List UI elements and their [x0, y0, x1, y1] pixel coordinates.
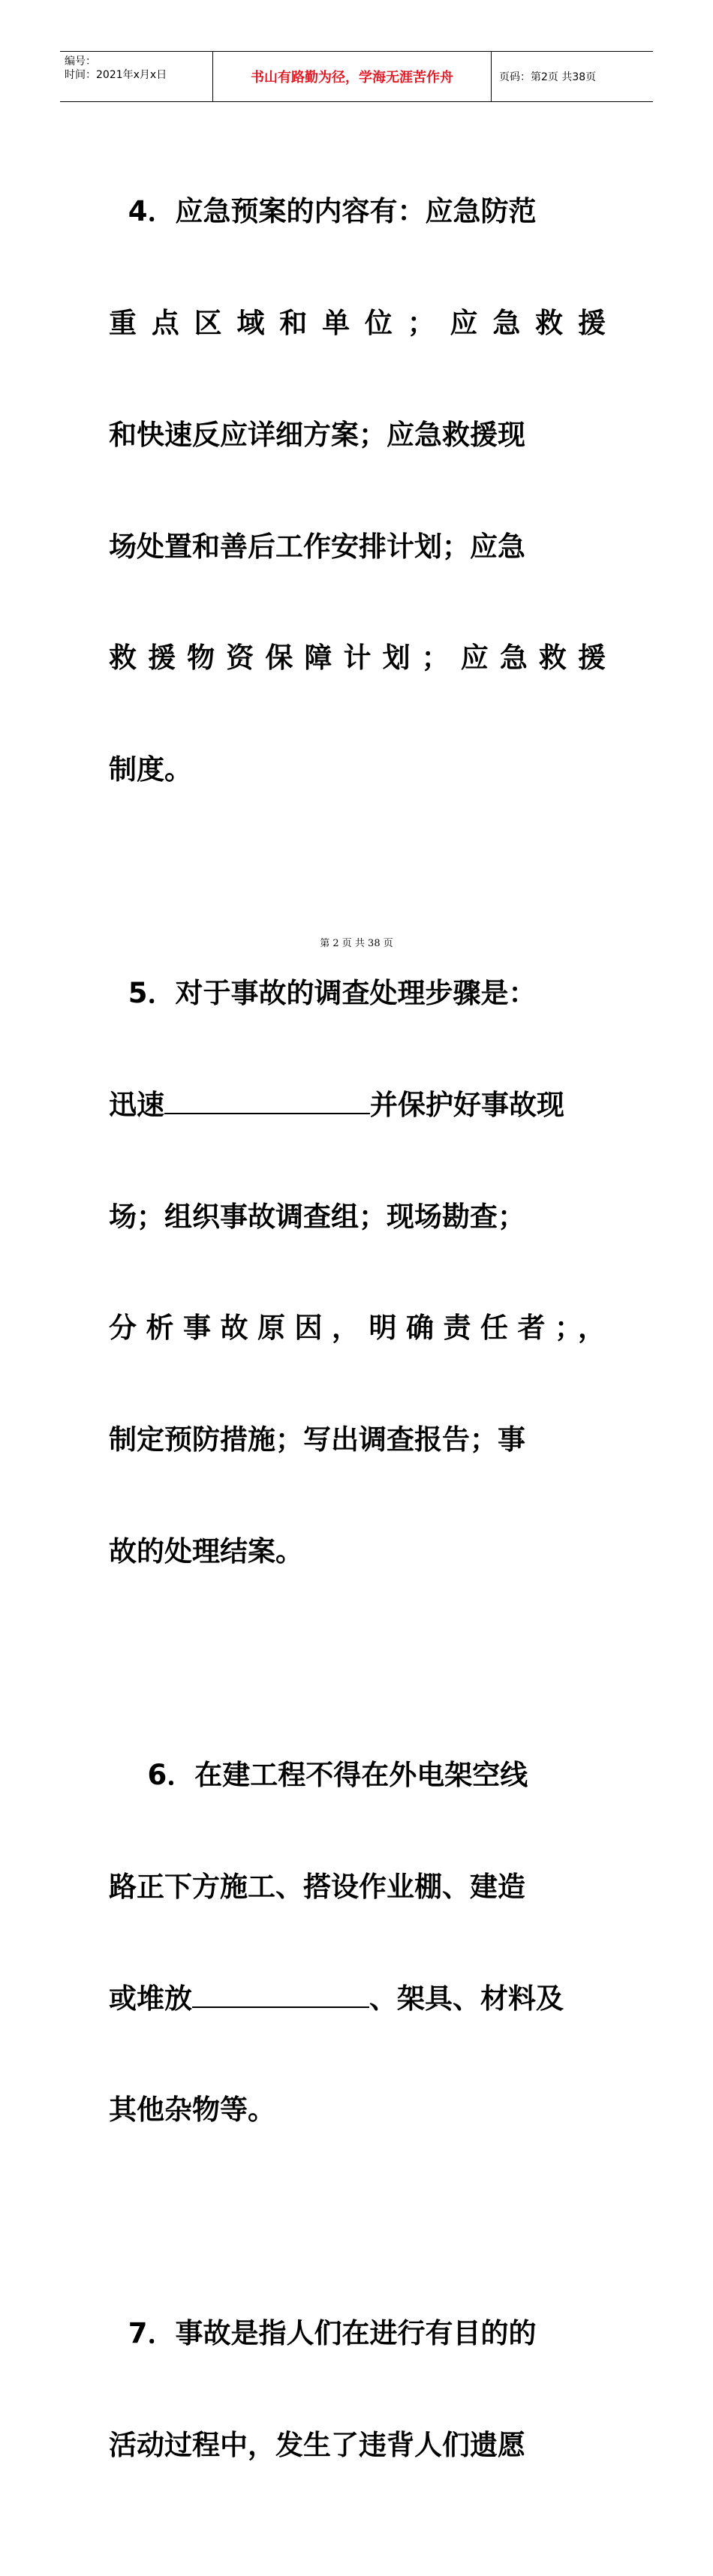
text-line-with-blank	[109, 1980, 606, 2018]
text-line: 其他杂物等。	[109, 2094, 275, 2127]
header-page-info: 页码：第2页 共38页	[499, 71, 597, 83]
fill-in-blank	[164, 1087, 370, 1114]
page-footer: 第 2 页 共 38 页	[320, 938, 393, 949]
paragraph-4	[109, 119, 606, 863]
text-line: 分析事故原因，明确责任者；，	[109, 1312, 606, 1345]
text-line: 场；组织事故调查组；现场勘查；	[109, 1200, 525, 1233]
text-line: 和快速反应详细方案；应急救援现	[109, 418, 525, 451]
text-line: 路正下方施工、搭设作业棚、建造	[109, 1870, 525, 1903]
paragraph-5	[109, 900, 606, 1645]
text-line: 7．事故是指人们在进行有目的的	[109, 2317, 537, 2350]
text-segment: 并保护好事故现	[370, 1088, 564, 1121]
text-line-with-blank	[109, 1087, 606, 1124]
text-line: 6．在建工程不得在外电架空线	[109, 1758, 528, 1791]
text-line: 救援物资保障计划；应急救援	[109, 642, 606, 675]
text-line: 制度。	[109, 753, 192, 786]
paragraph-6	[109, 1682, 606, 2203]
fill-in-blank	[192, 1981, 369, 2008]
text-line: 制定预防措施；写出调查报告；事	[109, 1423, 525, 1456]
document-body	[109, 119, 606, 2576]
text-segment: 、架具、材料及	[369, 1982, 564, 2015]
text-line: 5．对于事故的调查处理步骤是：	[109, 977, 537, 1010]
text-line: 活动过程中，发生了违背人们遗愿	[109, 2429, 525, 2462]
text-line: 4．应急预案的内容有：应急防范	[109, 195, 537, 228]
text-line: 重点区域和单位；应急救援	[109, 306, 606, 339]
number-label: 编号：	[65, 56, 96, 68]
text-segment: 或堆放	[109, 1982, 192, 2015]
page-header	[60, 51, 653, 102]
text-line: 故的处理结案。	[109, 1534, 303, 1568]
header-meta	[60, 52, 212, 101]
text-segment: 迅速	[109, 1088, 164, 1121]
time-label: 时间：2021年x月x日	[65, 69, 167, 81]
paragraph-7	[109, 2241, 606, 2538]
text-line: 场处置和善后工作安排计划；应急	[109, 530, 525, 563]
header-motto: 书山有路勤为径，学海无涯苦作舟	[212, 52, 492, 101]
